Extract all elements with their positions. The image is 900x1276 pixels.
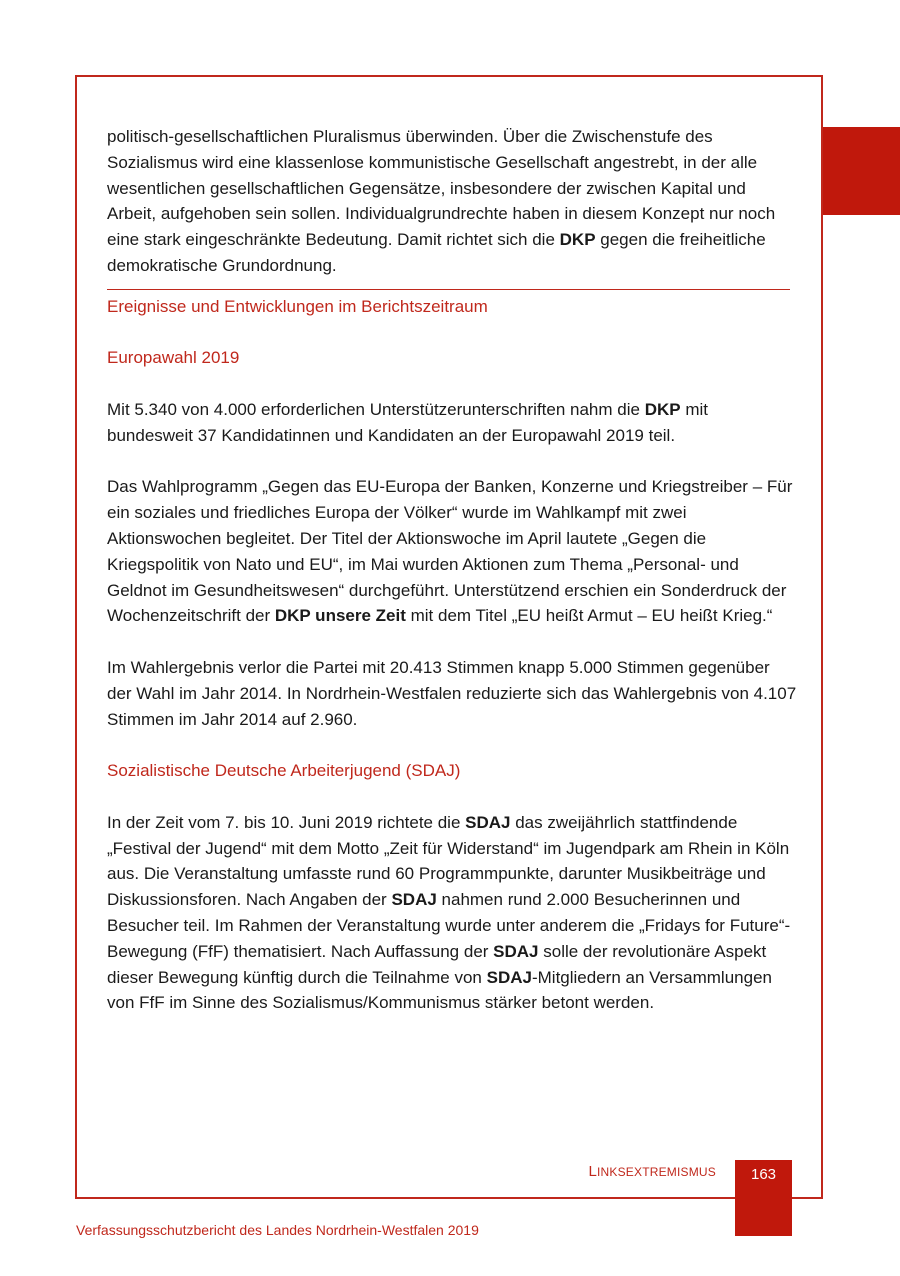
- bold-term: SDAJ: [391, 890, 437, 910]
- bold-term: SDAJ: [486, 967, 532, 987]
- text-run: mit bundesweit 37 Kandidatinnen und Kandidaten an der Europawahl 2019 teil.: [107, 399, 708, 445]
- text-run: das zweijährlich stattfindende „Festival der Jugend“ mit dem Motto „Zeit für Widerstand“ im Jugendpark am Rhein in Köln aus. Die Veranstaltung umfasste rund 60 Programmpunkte, darunter Musikbeiträge und Diskussionsforen. Nach Angaben der: [107, 812, 790, 910]
- bold-term: DKP: [559, 230, 596, 250]
- paragraph-wahlprogramm: [107, 474, 797, 629]
- subheading-sdaj: Sozialistische Deutsche Arbeiterjugend (SDAJ): [107, 761, 461, 781]
- text-run: nahmen rund 2.000 Besucherinnen und Besucher teil. Im Rahmen der Veranstaltung wurde unter anderem die „Fridays for Future“-Bewegung (FfF) thematisiert. Nach Auffassung der: [107, 890, 791, 961]
- text-run: Mit 5.340 von 4.000 erforderlichen Unterstützerunterschriften nahm die: [107, 399, 645, 419]
- bold-term: DKP: [644, 399, 681, 419]
- paragraph-unterstuetzer: [107, 397, 797, 449]
- text-run: Das Wahlprogramm „Gegen das EU-Europa der Banken, Konzerne und Kriegstreiber – Für ein soziales und friedliches Europa der Völker“ wurde im Wahlkampf mit zwei Aktionswochen begleitet. Der Titel der Aktionswoche im April lautete „Gegen die Kriegspolitik von Nato und EU“, im Mai wurden Aktionen zum Thema „Personal- und Geldnot im Gesundheitswesen“ durchgeführt. Unterstützend erschien ein Sonderdruck der Wochenzeitschrift der: [107, 477, 793, 626]
- section-label-initial: L: [588, 1163, 597, 1180]
- bold-term: SDAJ: [465, 812, 511, 832]
- paragraph-festival: [107, 810, 797, 1016]
- section-label: [588, 1163, 716, 1180]
- page-number: 163: [750, 1166, 777, 1183]
- section-heading: Ereignisse und Entwicklungen im Berichtszeitraum: [107, 296, 488, 316]
- text-run: mit dem Titel „EU heißt Armut – EU heißt Krieg.“: [405, 606, 773, 626]
- bold-term: DKP unsere Zeit: [274, 606, 406, 626]
- text-run: In der Zeit vom 7. bis 10. Juni 2019 richtete die: [107, 812, 466, 832]
- paragraph-wahlergebnis: [107, 655, 797, 732]
- text-run: -Mitgliedern an Versammlungen von FfF im Sinne des Sozialismus/Kommunismus stärker betont werden.: [107, 967, 772, 1013]
- text-run: gegen die freiheitliche demokratische Grundordnung.: [107, 230, 766, 275]
- intro-paragraph: [107, 124, 797, 279]
- chapter-tab-marker: [823, 127, 900, 215]
- text-run: Im Wahlergebnis verlor die Partei mit 20.413 Stimmen knapp 5.000 Stimmen gegenüber der Wahl im Jahr 2014. In Nordrhein-Westfalen reduzierte sich das Wahlergebnis von 4.107 Stimmen im Jahr 2014 auf 2.960.: [107, 657, 797, 729]
- section-label-rest: INKSEXTREMISMUS: [596, 1165, 716, 1179]
- bold-term: SDAJ: [493, 941, 539, 961]
- section-divider: [107, 289, 790, 290]
- page-content: [107, 124, 797, 1016]
- text-run: solle der revolutionäre Aspekt dieser Bewegung künftig durch die Teilnahme von: [107, 941, 767, 987]
- publication-footer: Verfassungsschutzbericht des Landes Nordrhein-Westfalen 2019: [76, 1222, 479, 1238]
- subheading-europawahl: Europawahl 2019: [107, 348, 240, 368]
- text-run: politisch-gesellschaftlichen Pluralismus überwinden. Über die Zwischenstufe des Sozialismus wird eine klassenlose kommunistische Gesellschaft angestrebt, in der alle wesentlichen gesellschaftlichen Gegensätze, insbesondere der zwischen Kapital und Arbeit, aufgehoben sein sollen. Individualgrundrechte haben in diesem Konzept nur noch eine stark eingeschränkte Bedeutung. Damit richtet sich die: [107, 127, 776, 250]
